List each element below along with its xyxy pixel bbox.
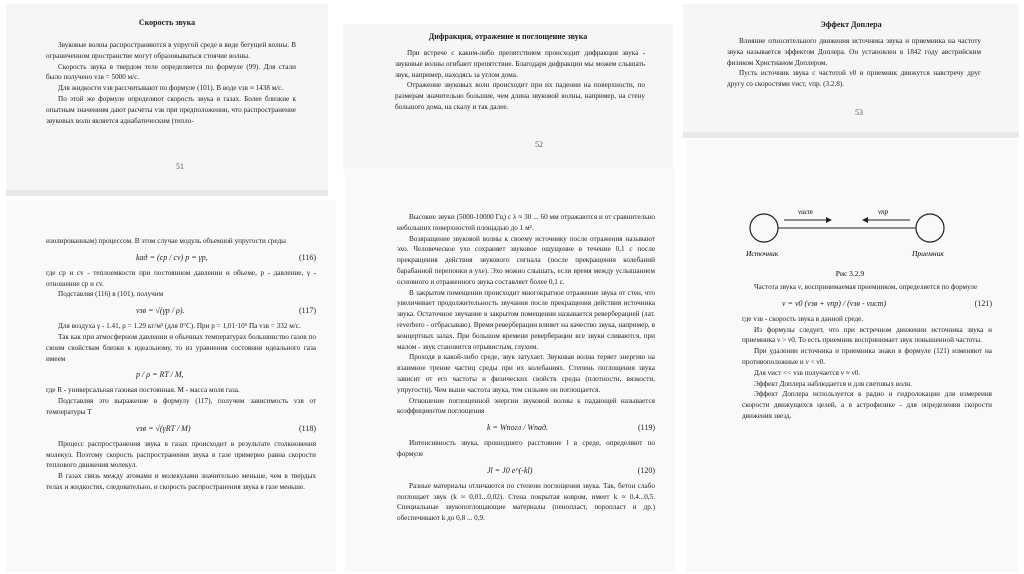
formula-number: (119): [637, 423, 655, 433]
formula-number: (118): [298, 423, 316, 433]
page-52-title: Дифракция, отражение и поглощение звука: [428, 32, 588, 41]
v-source-label: vист: [798, 208, 813, 216]
text-line: где vзв - скорость звука в данной среде.: [742, 314, 864, 323]
page-51-para-1: Звуковые волны распространяются в упругой среде в виде бегущей волны. В ограниченном пространстве могут образовываться стоячие волны.: [46, 41, 296, 60]
text-line: Так как при атмосферном давлении и обычных температурах большинство газов по своим свойствам близки к идеальному, то из уравнения состояния идеального газа имеем: [46, 332, 316, 363]
text-line: При удалении источника и приемника знаки в формуле (121) изменяют на противоположные и ν < ν0.: [742, 347, 992, 366]
formula-text: ν = ν0 (vзв + vпр) / (vзв - vист): [782, 298, 887, 308]
page-51-para-4: По этой же формуле определяют скорость звука в газах. Более близкие к опытным значениям дают расчеты vзв при предположении, что распространение звуковых волн является адиабатическим (тепло-: [46, 94, 296, 125]
v-receiver-label: vпр: [878, 208, 889, 216]
formula-text: vзв = √(γRT / M): [136, 423, 191, 433]
page-53-para-2: Пусть источник звука с частотой ν0 и приемник движутся навстречу друг другу со скоростями vист, vпр. (3.2.8).: [727, 69, 981, 89]
formula-text: p / ρ = RT / M,: [136, 370, 184, 380]
page-52-para-1: При встрече с каким-либо препятствием происходит дифракция звука - звуковые волны огибают препятствие. Благодаря дифракции мы можем слышать звук, например, находясь за углом дома.: [395, 49, 645, 79]
page-edge-right: [683, 132, 1019, 138]
formula-121: [742, 299, 992, 308]
source-arrowhead: [826, 217, 832, 223]
text-line: В газах связь между атомами и молекулами значительно меньше, чем в твердых телах и жидкостях, следовательно, и скорость распространения звука в газе меньше.: [46, 472, 316, 491]
formula-120: [397, 466, 655, 475]
page-52-para-2: Отражение звуковых волн происходит при их падении на поверхности, по размерам значительно большие, чем длина звуковой волны, например, на стену большого дома, на скалу и так далее.: [395, 81, 645, 111]
page-51-number: 51: [176, 162, 184, 171]
text-line: где R - универсальная газовая постоянная. M - масса моля газа.: [46, 386, 240, 395]
figure-caption: Рис 3.2.9: [835, 269, 865, 278]
receiver-label: Приемник: [912, 249, 944, 258]
text-line: Проходя в какой-либо среде, звук затухает. Звуковая волна теряет энергию на взаимное трение частиц среды при их колебаниях. Степень поглощения звука зависит от его частоты и физических свойств среды (плотности, вязкости, упругости). Чем выше частота звука, тем сильнее он поглощается.: [397, 353, 655, 394]
formula-117: [46, 306, 316, 315]
formula-119: [397, 423, 655, 432]
formula-number: (120): [637, 465, 655, 475]
page-53-panel: [683, 4, 1019, 132]
formula-number: (117): [298, 306, 316, 316]
text-line: Для vист << vзв получается ν ≈ ν0.: [754, 368, 861, 377]
text-line: В закрытом помещении происходит многократное отражение звука от стен, что увеличивает продолжительность звучания после прекращения действия источника звука. Остаточное звучание в закрытом помещении называется реверберацией (лат. reverbero - отбрасываю). Время реверберации влияет на качество звука, например, в концертных залах. При большом времени реверберации все звуки сливаются, при малом - звук становится отрывистым, глухим.: [397, 288, 655, 351]
source-label: Источник: [746, 249, 779, 258]
page-52-number: 52: [535, 140, 543, 149]
formula-118: [46, 424, 316, 433]
text-line: Процесс распространения звука в газах происходит в результате столкновения молекул. Поэтому скорость распространения звука в газе примерно равна скорости теплового движения молекул.: [46, 439, 316, 470]
formula-number: (121): [974, 298, 992, 308]
formula-text: Jl = J0 e^(-kl): [487, 465, 533, 475]
text-line: где cp и cv - теплоемкости при постоянном давлении и объеме, p - давление, γ - отношение cp и cv.: [46, 268, 316, 288]
page-53-para-1: Влияние относительного движения источника звука и приемника на частоту звука называется эффектом Доплера. Он установлен в 1842 году австрийским физиком Христианом Доплером.: [727, 37, 981, 67]
formula-text: kад = (cp / cv) p = γp,: [136, 252, 208, 262]
text-line: изолированным) процессом. В этом случае модуль объемной упругости среды: [46, 237, 286, 245]
text-line: Из формулы следует, что при встречном движении источника звука и приемника ν > ν0. То есть приемник воспринимает звук повышенной частоты.: [742, 325, 992, 345]
page-53-number: 53: [855, 108, 863, 117]
text-line: Эффект Доплера используется в радио и гидролокации для измерения скорости движущихся целей, а в астрофизике - для определения скорости движения звезд.: [742, 390, 992, 420]
page-lower-left-panel: [6, 200, 336, 572]
formula-116: [46, 253, 316, 262]
text-line: Для воздуха γ - 1.41, ρ = 1.29 кг/м³ (для 0°С). При p = 1,01·10⁵ Па vзв = 332 м/с.: [58, 322, 301, 331]
formula-gas-state: [46, 370, 316, 379]
text-line: Эффект Доплера наблюдается и для световых волн.: [754, 379, 912, 388]
receiver-circle: [916, 214, 944, 242]
text-line: Подставляя это выражение в формулу (117), получим зависимость vзв от температуры T: [46, 397, 316, 416]
receiver-arrowhead: [862, 217, 868, 223]
text-line: Разные материалы отличаются по степени поглощения звука. Так, бетон слабо поглощает звук (k ≈ 0,01...0,02). Стена покрытая ковром, имеет k ≈ 0,4...0,5. Специальные звукопоглощающие материалы (пенопласт, поропласт и др.) обеспечивают k до 0,8 ... 0,9.: [397, 481, 655, 523]
text-line: Частота звука ν, воспринимаемая приемником, определяется по формуле: [754, 283, 978, 291]
page-53-title: Эффект Доплера: [820, 20, 882, 29]
text-line: Интенсивность звука, прошедшего расстояние l в среде, определяют по формуле: [397, 439, 655, 458]
page-lower-right-panel: [686, 140, 1018, 572]
source-circle: [750, 214, 778, 242]
formula-text: k = Wпогл / Wпад.: [487, 423, 549, 433]
text-line: Возвращение звуковой волны к своему источнику после отражения называют эхо. Человеческое ухо сохраняет звуковое ощущение в течение 0,1 с после прекращения действия звукового сигнала (после прекращения колебаний барабанной перепонки в ухе). Эхо можно слышать, если время между услышанием основного и отраженного звука составляет более 0,1 с.: [397, 234, 655, 286]
formula-number: (116): [298, 252, 316, 262]
formula-text: vзв = √(γp / ρ).: [136, 306, 185, 316]
page-edge-left: [6, 190, 328, 196]
text-line: Отношение поглощенной энергии звуковой волны к падающей называется коэффициентом поглощения: [397, 396, 655, 416]
page-lower-middle-panel: [345, 168, 675, 572]
page-51-para-2: Скорость звука в твердом теле определяется по формуле (99). Для стали было получено vзв = 5000 м/с.: [46, 62, 296, 82]
page-51-title: Скорость звука: [138, 18, 196, 27]
page-52-panel: [343, 24, 673, 170]
text-line: Подставляя (116) в (101), получим: [58, 290, 164, 299]
page-51-panel: [6, 4, 328, 190]
page-51-para-3: Для жидкости vзв рассчитывают по формуле (101). В воде vзв ≈ 1438 м/с.: [58, 84, 284, 93]
text-line: Высокие звуки (5000-10000 Гц) с λ ≈ 30 ... 60 мм отражаются и от сравнительно небольших поверхностей площадью до 1 м².: [397, 213, 655, 232]
